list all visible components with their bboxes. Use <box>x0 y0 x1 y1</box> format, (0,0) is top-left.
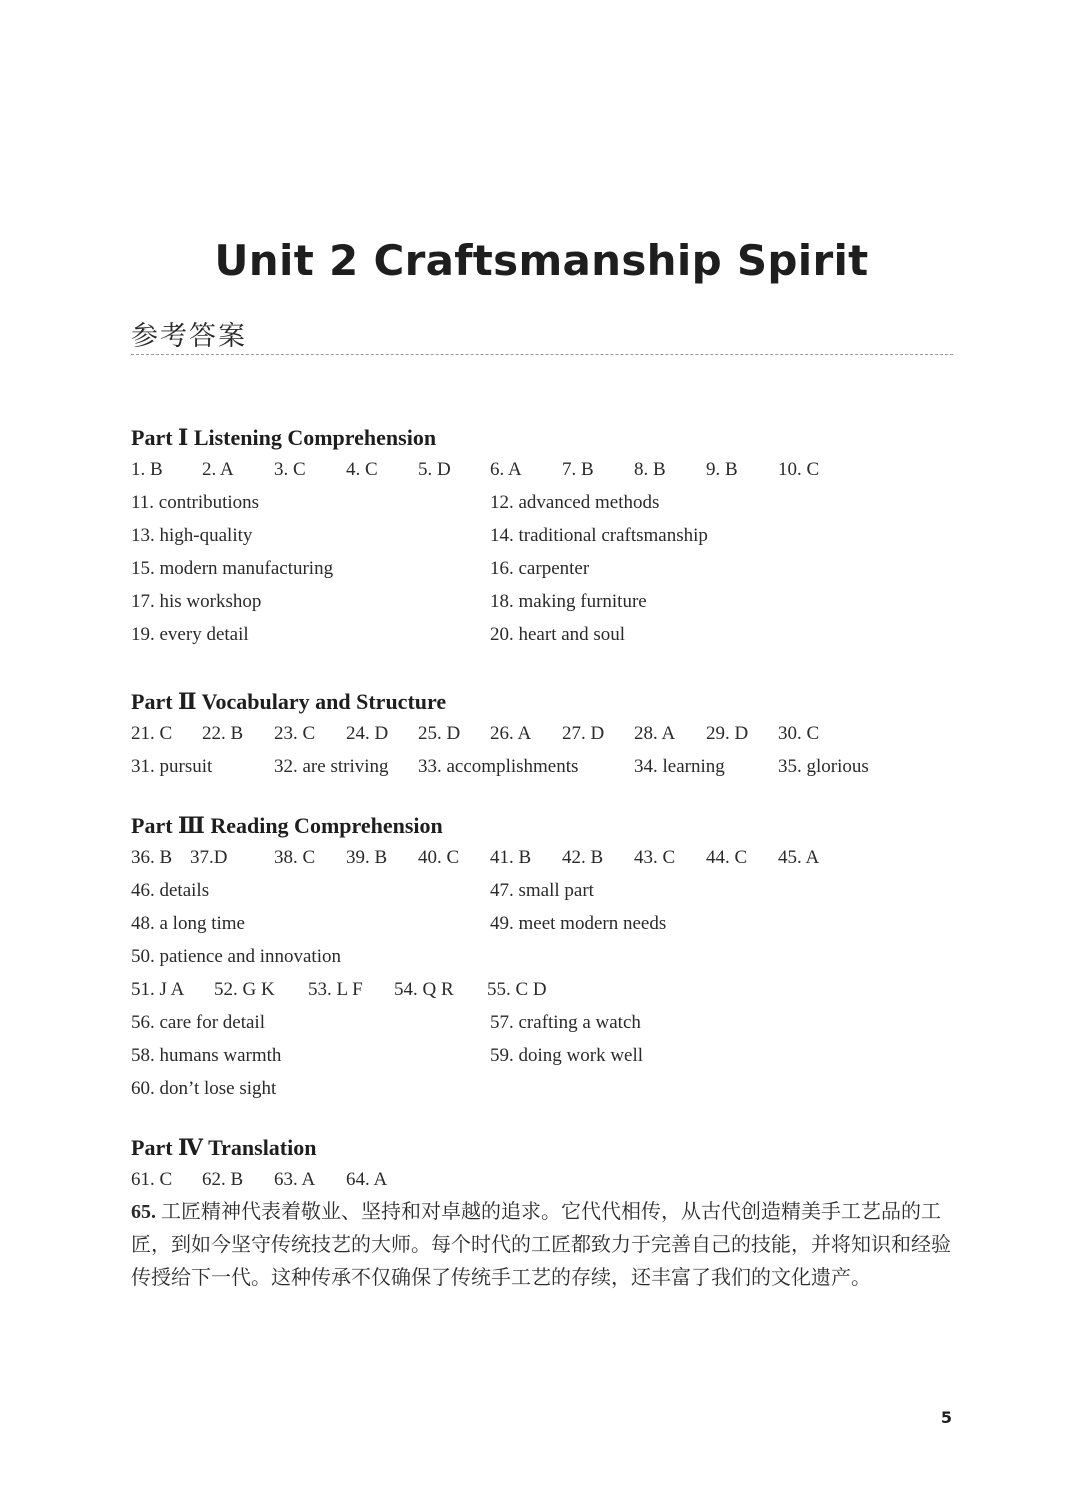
part-3-heading: Part Ⅲ Reading Comprehension <box>131 813 443 838</box>
answer-item: 46. details <box>131 880 210 901</box>
page-number: 5 <box>940 1408 952 1427</box>
answer-row-31-35 <box>131 750 953 783</box>
answer-item: 5. D <box>418 459 451 480</box>
answer-item: 9. B <box>706 459 738 480</box>
answer-item: 45. A <box>778 847 820 868</box>
answer-row-1-10 <box>131 453 953 486</box>
answer-item: 21. C <box>131 723 173 744</box>
answer-row <box>131 874 953 907</box>
answer-item: 30. C <box>778 723 820 744</box>
answer-item: 54. Q R <box>394 979 454 1000</box>
answer-item: 15. modern manufacturing <box>131 558 334 579</box>
answer-item: 27. D <box>562 723 605 744</box>
answer-item: 7. B <box>562 459 594 480</box>
answer-item: 39. B <box>346 847 388 868</box>
answer-item: 55. C D <box>487 979 547 1000</box>
answer-item: 58. humans warmth <box>131 1045 282 1066</box>
answer-row <box>131 585 953 618</box>
answer-item: 50. patience and innovation <box>131 946 341 967</box>
answer-item: 23. C <box>274 723 316 744</box>
answer-item: 51. J A <box>131 979 185 1000</box>
answer-item: 42. B <box>562 847 604 868</box>
section-subtitle: 参考答案 <box>131 321 247 352</box>
part-2-heading: Part Ⅱ Vocabulary and Structure <box>131 689 447 714</box>
answer-row <box>131 940 953 973</box>
answer-item: 40. C <box>418 847 460 868</box>
answer-item: 2. A <box>202 459 234 480</box>
answer-item: 49. meet modern needs <box>490 913 667 934</box>
answer-item: 48. a long time <box>131 913 245 934</box>
answer-item: 13. high-quality <box>131 525 253 546</box>
answer-item: 8. B <box>634 459 666 480</box>
answer-row <box>131 1039 953 1072</box>
answer-item: 31. pursuit <box>131 756 213 777</box>
answer-row <box>131 907 953 940</box>
answer-item: 38. C <box>274 847 316 868</box>
answer-row-21-30 <box>131 717 953 750</box>
part-1-listening <box>131 423 953 651</box>
answer-item: 12. advanced methods <box>490 492 660 513</box>
answer-item: 10. C <box>778 459 820 480</box>
answer-item: 4. C <box>346 459 378 480</box>
answer-item: 17. his workshop <box>131 591 262 612</box>
part-1-heading: Part Ⅰ Listening Comprehension <box>131 425 437 450</box>
answer-row-51-55 <box>131 973 953 1006</box>
answer-item: 60. don’t lose sight <box>131 1078 277 1099</box>
answer-item: 26. A <box>490 723 532 744</box>
answer-item: 35. glorious <box>778 756 869 777</box>
answer-row <box>131 519 953 552</box>
dashed-divider <box>131 354 953 355</box>
answer-item: 56. care for detail <box>131 1012 265 1033</box>
answer-item: 1. B <box>131 459 163 480</box>
answer-item: 16. carpenter <box>490 558 590 579</box>
answer-item: 47. small part <box>490 880 594 901</box>
answer-row-36-45 <box>131 841 953 874</box>
answer-row <box>131 618 953 651</box>
answer-item: 19. every detail <box>131 624 249 645</box>
answer-item: 18. making furniture <box>490 591 647 612</box>
answer-item: 53. L F <box>308 979 363 1000</box>
answer-item: 34. learning <box>634 756 725 777</box>
translation-paragraph <box>131 1196 953 1295</box>
answer-item: 36. B <box>131 847 173 868</box>
part-4-heading: Part Ⅳ Translation <box>131 1135 317 1160</box>
page-title: Unit 2 Craftsmanship Spirit <box>214 236 869 285</box>
answer-item: 14. traditional craftsmanship <box>490 525 708 546</box>
answer-item: 6. A <box>490 459 522 480</box>
part-2-vocabulary <box>131 687 953 783</box>
answer-row <box>131 1072 953 1105</box>
answer-item: 22. B <box>202 723 244 744</box>
answer-row-61-64 <box>131 1163 953 1196</box>
translation-text: 工匠精神代表着敬业、坚持和对卓越的追求。它代代相传，从古代创造精美手工艺品的工匠，到如今坚守传统技艺的大师。每个时代的工匠都致力于完善自己的技能，并将知识和经验传授给下一代。这种传承不仅确保了传统手工艺的存续，还丰富了我们的文化遗产。 <box>131 1201 951 1289</box>
answer-item: 28. A <box>634 723 676 744</box>
answer-item: 29. D <box>706 723 749 744</box>
answer-item: 64. A <box>346 1169 388 1190</box>
part-4-translation <box>131 1133 953 1295</box>
answer-item: 37.D <box>190 847 228 868</box>
answer-item: 20. heart and soul <box>490 624 626 645</box>
answer-row <box>131 1006 953 1039</box>
question-number: 65. <box>131 1201 156 1223</box>
answer-row <box>131 552 953 585</box>
answer-item: 43. C <box>634 847 676 868</box>
answer-item: 3. C <box>274 459 306 480</box>
answer-item: 63. A <box>274 1169 316 1190</box>
answer-item: 61. C <box>131 1169 173 1190</box>
answer-item: 62. B <box>202 1169 244 1190</box>
answer-item: 41. B <box>490 847 532 868</box>
answer-item: 11. contributions <box>131 492 260 513</box>
part-3-reading <box>131 811 953 1105</box>
answer-item: 52. G K <box>214 979 275 1000</box>
answer-item: 32. are striving <box>274 756 389 777</box>
answer-row <box>131 486 953 519</box>
answer-item: 24. D <box>346 723 389 744</box>
answer-item: 25. D <box>418 723 461 744</box>
answer-item: 33. accomplishments <box>418 756 579 777</box>
answer-item: 59. doing work well <box>490 1045 644 1066</box>
answer-item: 57. crafting a watch <box>490 1012 641 1033</box>
answer-item: 44. C <box>706 847 748 868</box>
